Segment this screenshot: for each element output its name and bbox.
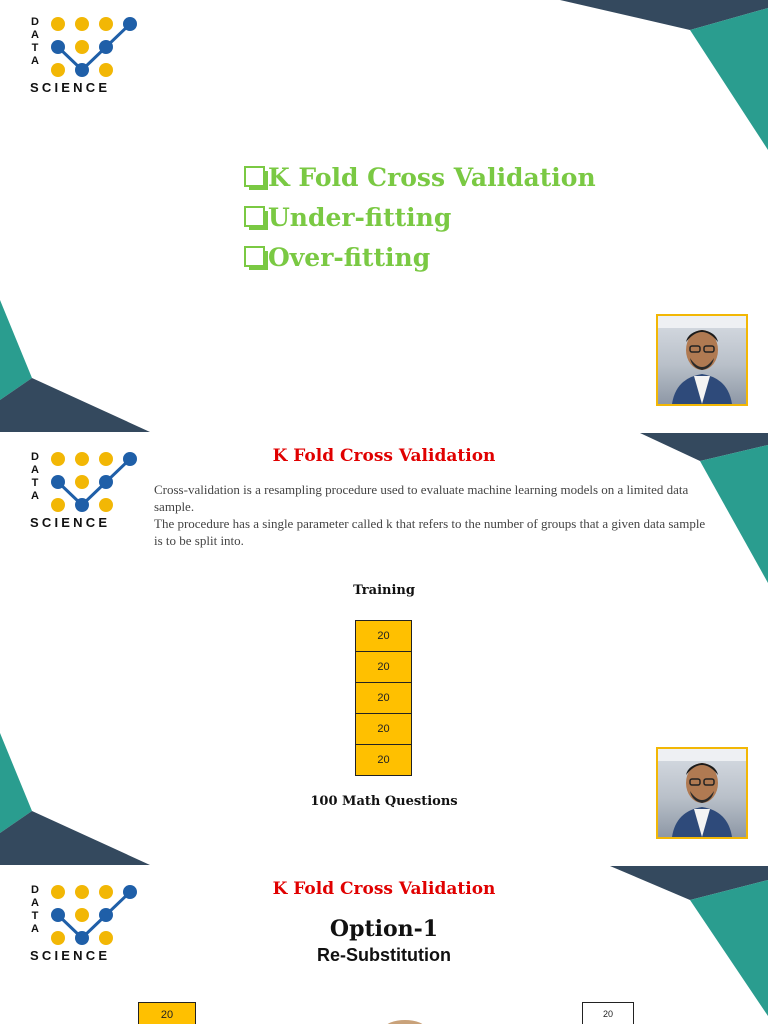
checkbox-bullet-icon: [244, 166, 265, 187]
logo-text: SCIENCE: [30, 515, 111, 530]
fold-cell-left: 20: [138, 1002, 196, 1024]
topic-list: [244, 158, 596, 278]
presenter-figure-icon: [658, 749, 746, 837]
fold-cell: 20: [355, 620, 412, 652]
fold-cell: 20: [355, 745, 412, 776]
logo-vertical-text: DATA: [31, 16, 39, 67]
topic-label: Over-fitting: [268, 243, 431, 272]
topic-item-underfitting: [244, 198, 596, 238]
description-paragraph-1: Cross-validation is a resampling procedure used to evaluate machine learning models on a limited data sample.: [154, 482, 689, 514]
description-paragraph-2: The procedure has a single parameter called k that refers to the number of groups that a given data sample is to be split into.: [154, 516, 706, 548]
slide-title: K Fold Cross Validation: [272, 879, 496, 899]
checkbox-bullet-icon: [244, 246, 265, 267]
option-title: Option-1: [329, 916, 439, 942]
presenter-photo: [656, 747, 748, 839]
topic-item-overfitting: [244, 238, 596, 278]
description-text: [154, 481, 714, 549]
logo-vertical-text: DATA: [31, 451, 39, 502]
slide-1: [0, 0, 768, 432]
stack-caption: 100 Math Questions: [310, 794, 458, 809]
data-science-logo: [28, 16, 146, 96]
slide-3: [0, 866, 768, 1024]
stack-label: Training: [353, 583, 415, 598]
fold-cell-right: 20: [582, 1002, 634, 1024]
checkbox-bullet-icon: [244, 206, 265, 227]
topic-label: K Fold Cross Validation: [268, 163, 596, 192]
fold-cell: 20: [355, 683, 412, 714]
logo-text: SCIENCE: [30, 80, 111, 95]
fold-stack: [355, 620, 412, 776]
topic-label: Under-fitting: [268, 203, 452, 232]
fold-cell: 20: [355, 652, 412, 683]
logo-text: SCIENCE: [30, 948, 111, 963]
presenter-figure-icon: [658, 316, 746, 404]
presenter-photo: [656, 314, 748, 406]
slide-title: K Fold Cross Validation: [272, 446, 496, 466]
option-subtitle: Re-Substitution: [317, 945, 451, 965]
logo-dots-icon: [48, 16, 148, 78]
slide-2: [0, 433, 768, 865]
logo-vertical-text: DATA: [31, 884, 39, 935]
topic-item-kfold: [244, 158, 596, 198]
fold-cell: 20: [355, 714, 412, 745]
